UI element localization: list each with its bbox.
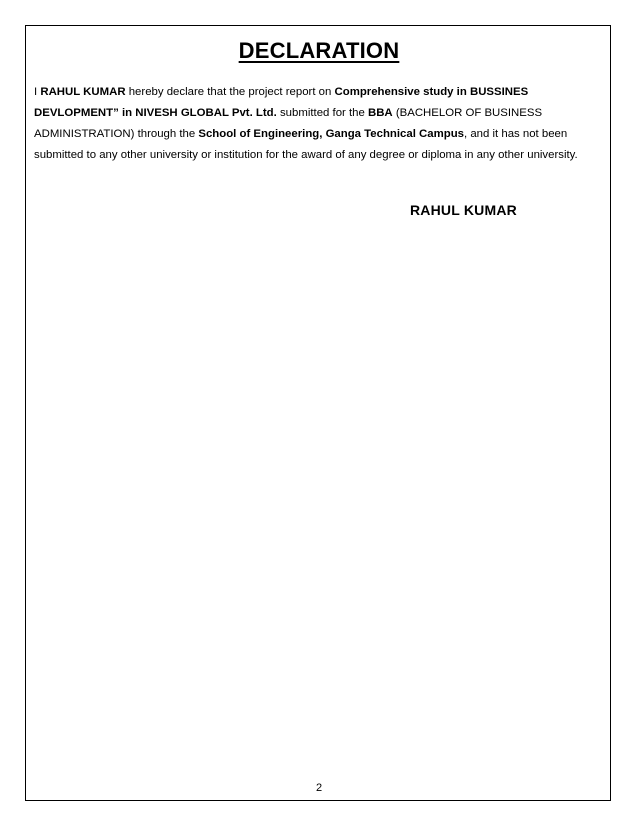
page-number: 2 [315, 782, 323, 794]
declaration-text: hereby declare that the project report on [125, 86, 335, 98]
declaration-text: I [34, 86, 41, 98]
project-title: Comprehensive study in BUSSINES DEVLOPMENT” in NIVESH GLOBAL Pvt. Ltd. [34, 86, 529, 119]
declaration-text: submitted for the [276, 107, 368, 119]
degree-name: BBA [367, 107, 393, 119]
institution-name: School of Engineering, Ganga Technical Campus [198, 128, 464, 140]
declaration-paragraph [34, 82, 604, 166]
declaration-text: , and it has not been submitted to any other university or institution for the award of any degree or diploma in any other university. [34, 128, 578, 161]
declarant-name: RAHUL KUMAR [40, 86, 126, 98]
signature-name: RAHUL KUMAR [410, 202, 517, 218]
declaration-text: (BACHELOR OF BUSINESS ADMINISTRATION) through the [34, 107, 543, 140]
page-title: DECLARATION [238, 38, 400, 63]
